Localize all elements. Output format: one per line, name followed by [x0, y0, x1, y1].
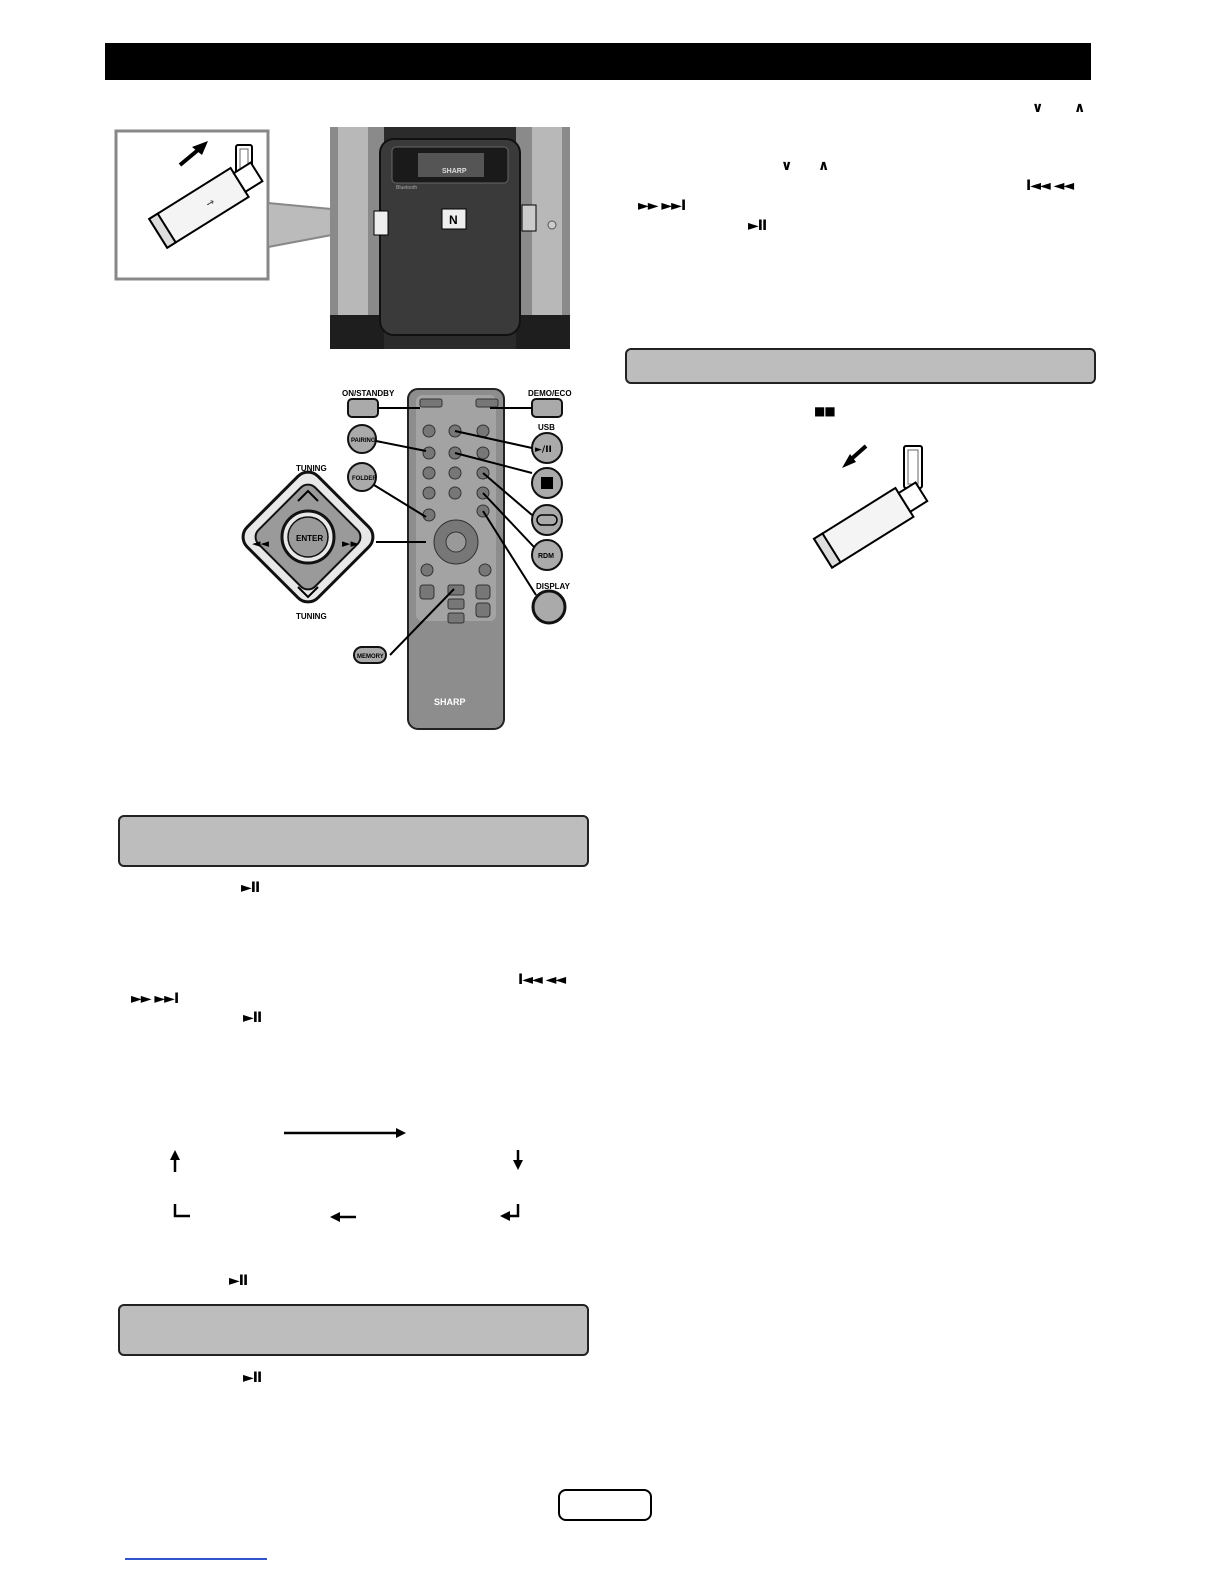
nfc-mark-label: N [449, 213, 458, 227]
skip-forward-icon: ►► ►►I [638, 198, 686, 214]
device-brand-label: SHARP [442, 168, 467, 175]
demo-eco-button [532, 399, 562, 417]
section-box-left-2 [118, 1304, 589, 1356]
flow-corner-bottom-left [175, 1204, 190, 1216]
down-chevron-icon: ∨ [1032, 100, 1043, 116]
section-box-right [625, 348, 1096, 384]
svg-text:►►: ►► [342, 537, 359, 550]
rdm-label: RDM [538, 553, 554, 560]
device-bluetooth-label: Bluetooth [396, 185, 418, 191]
page-number-box [558, 1489, 652, 1521]
usb-label: USB [538, 423, 555, 432]
stop-icon [541, 477, 553, 489]
memory-label: MEMORY [357, 654, 384, 660]
on-standby-label: ON/STANDBY [342, 389, 395, 398]
tuning-top-label: TUNING [296, 464, 327, 473]
up-chevron-icon: ∧ [818, 158, 829, 174]
usb-remove-illustration [790, 440, 930, 575]
enter-label: ENTER [296, 534, 324, 543]
svg-text:◄◄: ◄◄ [252, 537, 269, 550]
play-pause-icon: ►II [748, 218, 767, 234]
up-chevron-icon: ∧ [1074, 100, 1085, 116]
usb-play-pause-symbol: ►/II [535, 445, 552, 455]
footer-link[interactable] [125, 1558, 267, 1560]
pairing-label: PAIRING [351, 438, 376, 444]
remote-brand-label: SHARP [434, 697, 466, 707]
device-photo [330, 127, 570, 349]
usb-insert-illustration [112, 125, 574, 355]
remote-illustration [240, 385, 580, 735]
usb-socket [374, 211, 388, 235]
display-label: DISPLAY [536, 582, 570, 591]
skip-forward-icon: ►► ►►I [131, 991, 179, 1007]
section-box-left-1 [118, 815, 589, 867]
play-pause-icon: ►II [243, 1370, 262, 1386]
usb-stick-icon [814, 477, 930, 567]
skip-back-icon: I◄◄ ◄◄ [1026, 178, 1074, 194]
svg-text:⇝: ⇝ [204, 196, 218, 211]
folder-label: FOLDER [352, 476, 377, 482]
header-bar [105, 43, 1091, 80]
repeat-flow-diagram [160, 1120, 540, 1230]
play-pause-icon: ►II [243, 1010, 262, 1026]
demo-eco-label: DEMO/ECO [528, 389, 572, 398]
down-chevron-icon: ∨ [781, 158, 792, 174]
display-button [533, 591, 565, 623]
on-standby-button [348, 399, 378, 417]
tuning-bottom-label: TUNING [296, 612, 327, 621]
skip-back-icon: I◄◄ ◄◄ [518, 972, 566, 988]
stop-icon: ■■ [814, 404, 835, 418]
play-pause-icon: ►II [229, 1273, 248, 1289]
play-pause-icon: ►II [241, 880, 260, 896]
